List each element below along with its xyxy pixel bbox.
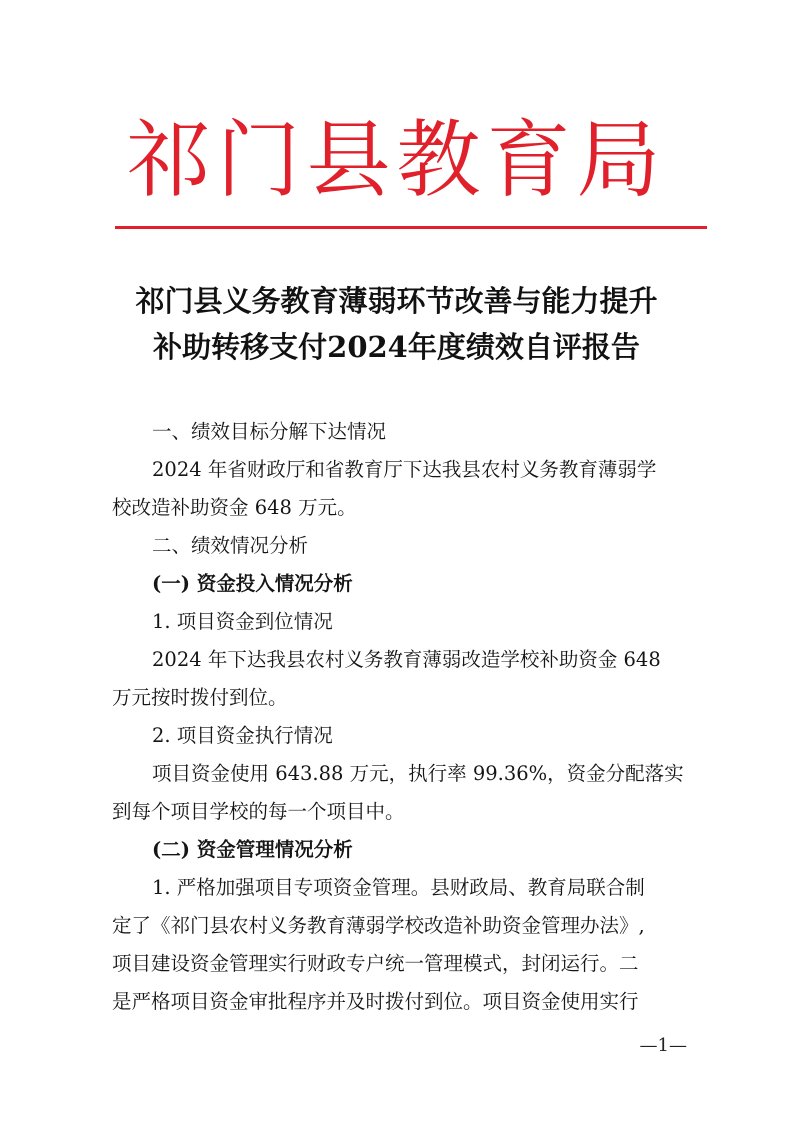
section-heading-1: 一、绩效目标分解下达情况	[152, 420, 387, 443]
body-line: 是严格项目资金审批程序并及时拨付到位。项目资金使用实行	[112, 990, 639, 1013]
body-line: 万元按时拨付到位。	[112, 686, 288, 709]
body-line: 2024 年下达我县农村义务教育薄弱改造学校补助资金 648	[152, 648, 661, 671]
report-body	[112, 413, 687, 1021]
report-title-line-2: 补助转移支付2024年度绩效自评报告	[153, 330, 640, 364]
section-heading-2: 二、绩效情况分析	[152, 534, 309, 557]
body-line: 项目资金使用 643.88 万元，执行率 99.36%，资金分配落实	[152, 762, 684, 785]
body-line: 2024 年省财政厅和省教育厅下达我县农村义务教育薄弱学	[152, 458, 657, 481]
report-title	[0, 278, 793, 370]
letterhead-red-rule	[115, 226, 707, 229]
page-number: —1—	[639, 1035, 687, 1056]
item-heading: 1. 项目资金到位情况	[152, 610, 333, 633]
report-title-line-1: 祁门县义务教育薄弱环节改善与能力提升	[135, 284, 658, 318]
subsection-heading-2: (二) 资金管理情况分析	[152, 838, 353, 861]
letterhead-title: 祁门县教育局	[126, 111, 667, 209]
body-line: 1. 严格加强项目专项资金管理。县财政局、教育局联合制	[152, 876, 645, 899]
body-line: 校改造补助资金 648 万元。	[112, 496, 357, 519]
subsection-heading-1: (一) 资金投入情况分析	[152, 572, 353, 595]
item-heading: 2. 项目资金执行情况	[152, 724, 333, 747]
body-line: 到每个项目学校的每一个项目中。	[112, 800, 405, 823]
body-line: 项目建设资金管理实行财政专户统一管理模式，封闭运行。二	[112, 952, 639, 975]
body-line: 定了《祁门县农村义务教育薄弱学校改造补助资金管理办法》,	[112, 914, 645, 937]
